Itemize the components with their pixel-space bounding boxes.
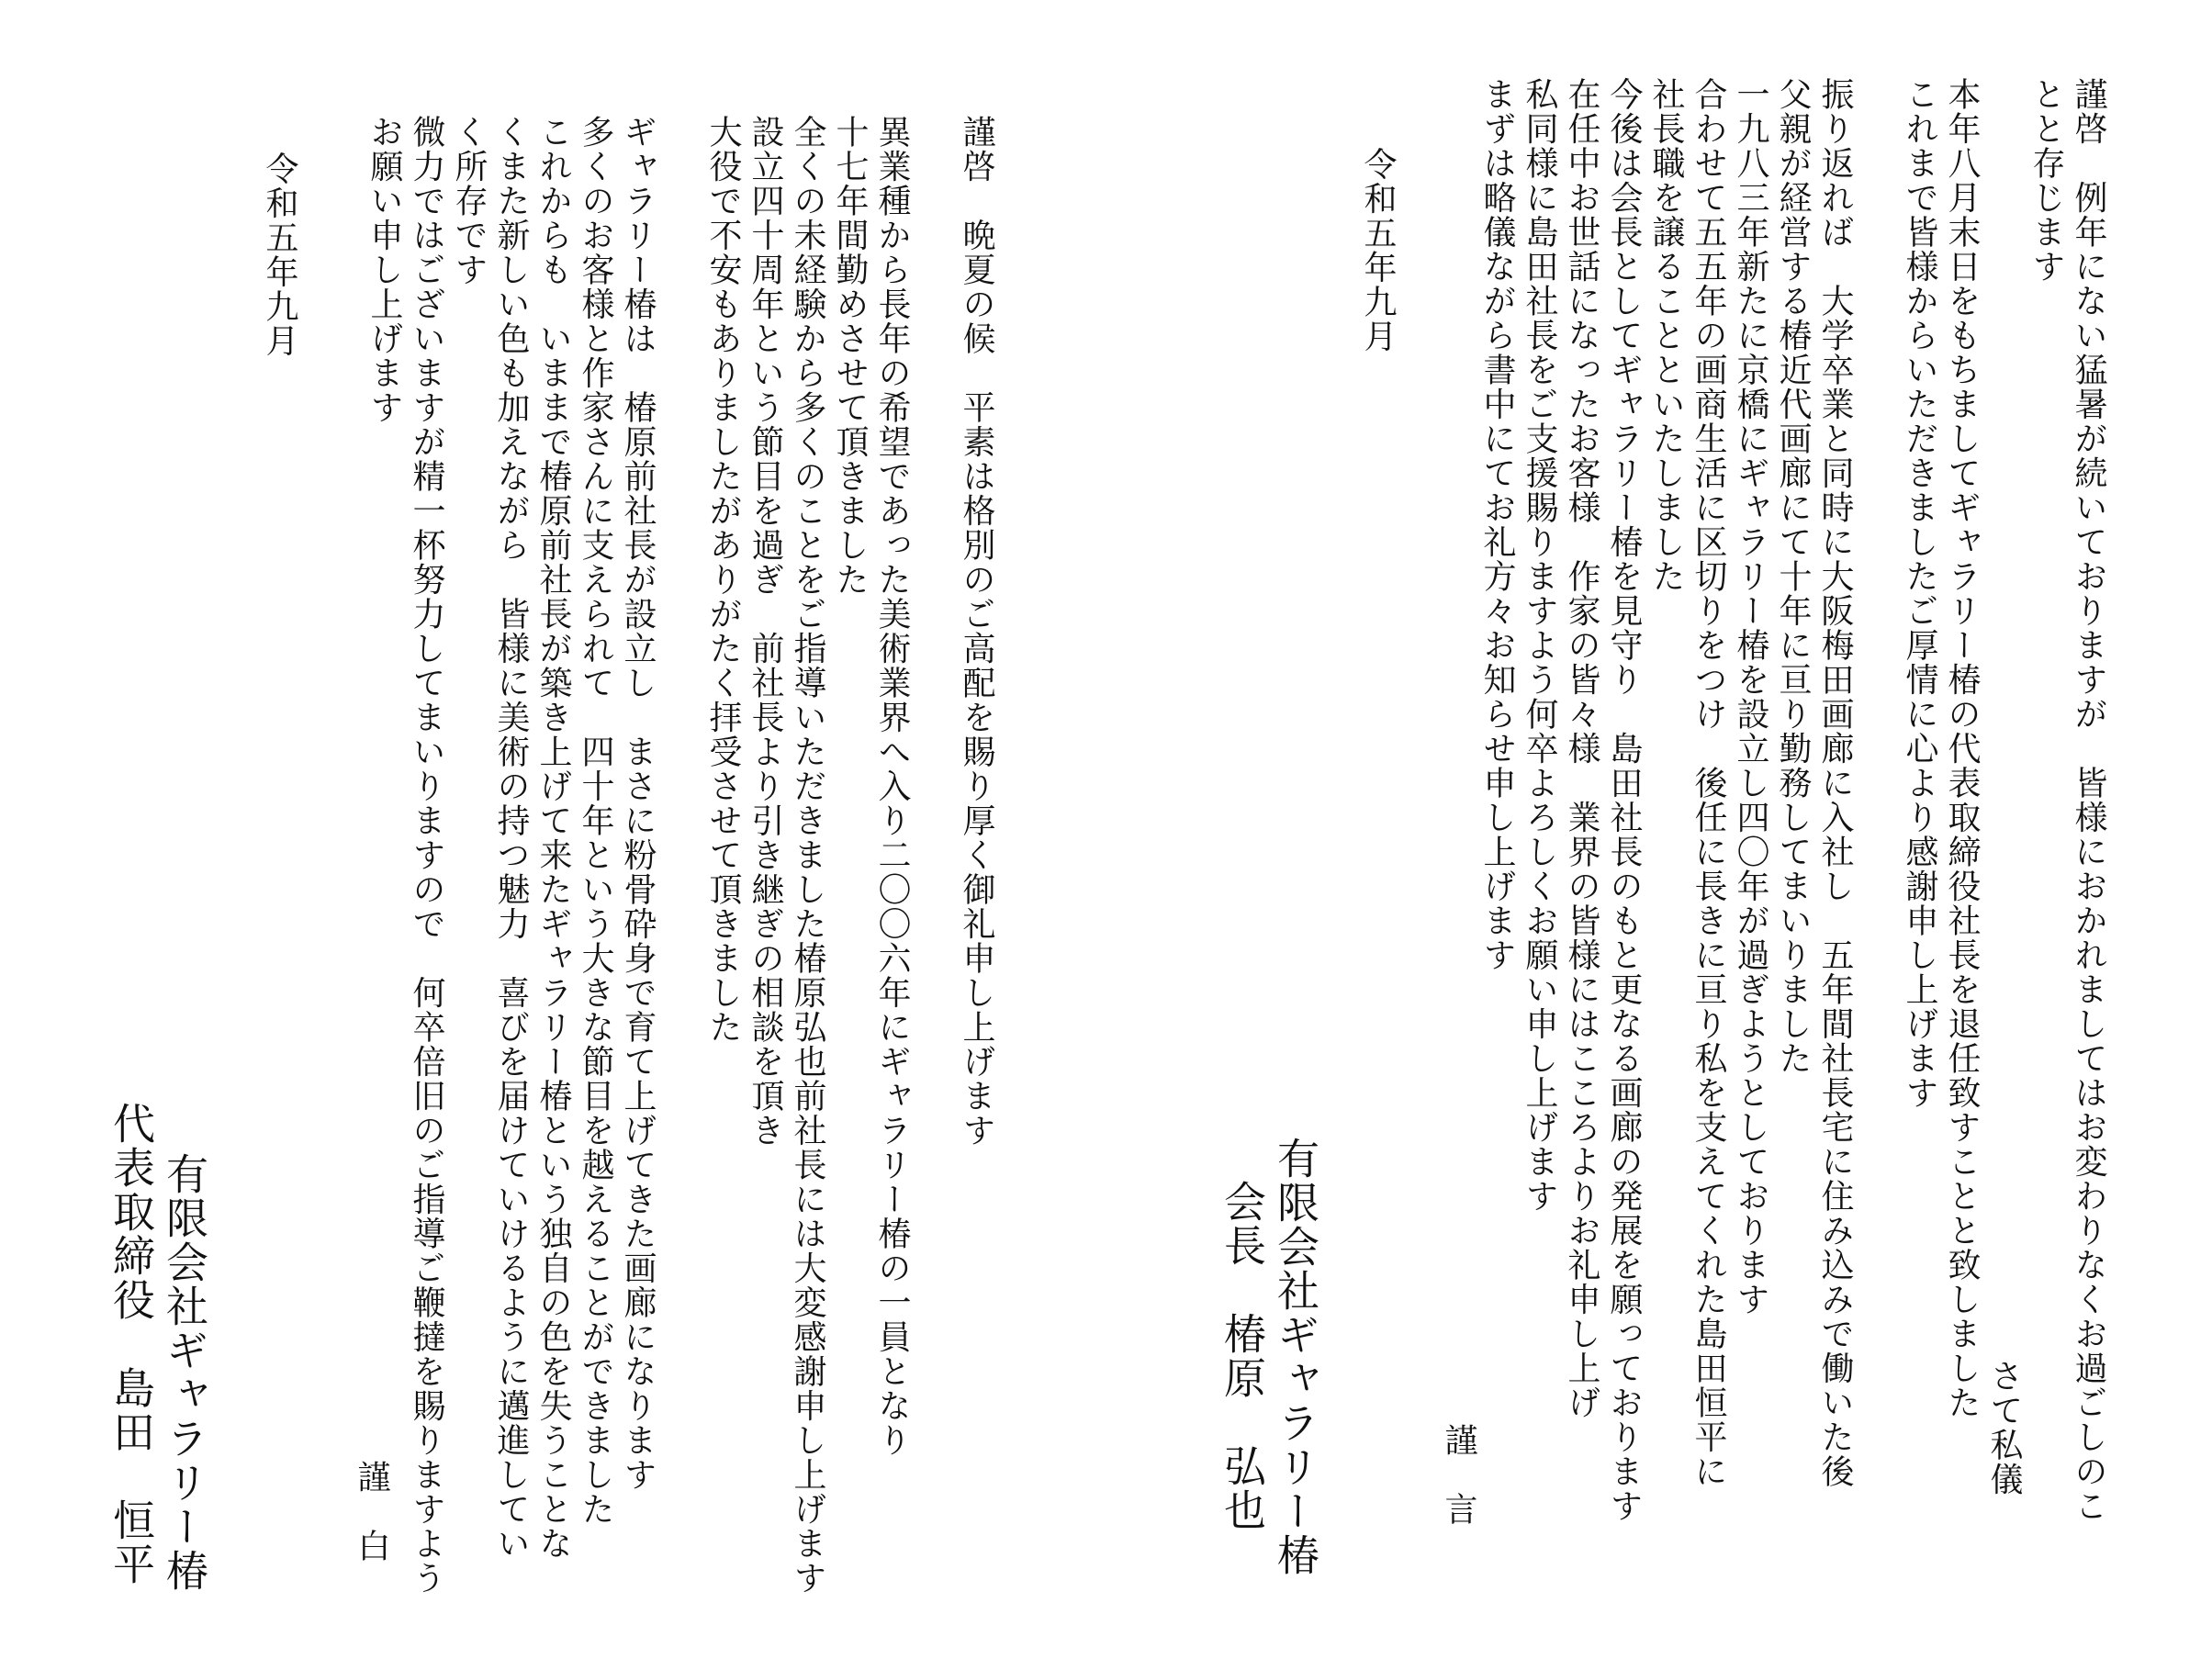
right-letter-signer: 会長 椿原 弘也	[1218, 1180, 1267, 1532]
right-letter-date: 令和五年九月	[1359, 147, 1397, 353]
right-letter-line-5: さて私儀	[1985, 1359, 2023, 1496]
left-letter-closing: 謹 白	[353, 1460, 390, 1564]
right-letter-line-3: 本年八月末日をもちましてギャラリー椿の代表取締役社長を退任致すことと致しました	[1943, 77, 1981, 1420]
right-letter-company: 有限会社ギャラリー椿	[1271, 1137, 1320, 1577]
right-letter-line-7: 父親が経営する椿近代画廊にて十年に亘り勤務してまいりました	[1774, 77, 1812, 1076]
right-letter-line-6: 振り返れば 大学卒業と同時に大阪梅田画廊に入社し 五年間社長宅に住み込みで働いた後	[1816, 77, 1854, 1489]
left-letter-line-2: 異業種から長年の希望であった美術業界へ入り二〇〇六年にギャラリー椿の一員となり	[873, 115, 911, 1458]
right-letter-line-4: これまで皆様からいただきましたご厚情に心より感謝申し上げます	[1901, 77, 1938, 1110]
left-letter-line-9: これからも いままで椿原前社長が築き上げて来たギャラリー椿という独自の色を失うことな	[534, 115, 572, 1561]
right-letter-line-9: 合わせて五五年の画商生活に区切りをつけ 後任に長きに亘り私を支えてくれた島田恒平に	[1690, 77, 1727, 1489]
left-letter-line-11: く所存です	[450, 115, 488, 287]
left-letter-signer: 代表取締役 島田 恒平	[107, 1102, 156, 1586]
left-letter-line-7: ギャラリー椿は 椿原前社長が設立し まさに粉骨砕身で育て上げてきた画廊になります	[619, 115, 657, 1492]
right-letter-line-14: まずは略儀ながら書中にてお礼方々お知らせ申し上げます	[1478, 77, 1516, 972]
left-letter-line-10: くまた新しい色も加えながら 皆様に美術の持つ魅力 喜びを届けていけるように邁進してい	[492, 115, 530, 1561]
right-letter-line-13: 私同様に島田社長をご支援賜りますよう何卒よろしくお願い申し上げます	[1521, 77, 1558, 1214]
right-letter-line-8: 一九八三年新たに京橋にギャラリー椿を設立し四〇年が過ぎようとしております	[1732, 77, 1769, 1317]
left-letter-line-3: 十七年間勤めさせて頂きました	[831, 115, 869, 597]
left-letter-line-6: 大役で不安もありましたがありがたく拝受させて頂きました	[704, 115, 742, 1045]
left-letter-company: 有限会社ギャラリー椿	[160, 1152, 209, 1593]
left-letter-line-8: 多くのお客様と作家さんに支えられて 四十年という大きな節目を越えることができました	[577, 115, 614, 1527]
left-letter-line-1: 謹啓 晩夏の候 平素は格別のご高配を賜り厚く御礼申し上げます	[958, 115, 995, 1148]
left-letter-line-12: 微力ではございますが精一杯努力してまいりますので 何卒倍旧のご指導ご鞭撻を賜りますよう	[408, 115, 445, 1596]
left-letter-line-13: お願い申し上げます	[365, 115, 403, 425]
right-letter-line-12: 在任中お世話になったお客様 作家の皆々様 業界の皆様にはこころよりお礼申し上げ	[1563, 77, 1600, 1420]
left-letter-line-5: 設立四十周年という節目を過ぎ 前社長より引き継ぎの相談を頂き	[747, 115, 784, 1148]
left-letter-date: 令和五年九月	[261, 151, 298, 358]
right-letter-line-11: 今後は会長としてギャラリー椿を見守り 島田社長のもと更なる画廊の発展を願っております	[1605, 77, 1643, 1523]
right-letter-line-2: とと存じます	[2027, 77, 2065, 284]
left-letter-line-4: 全くの未経験から多くのことをご指導いただきました椿原弘也前社長には大変感謝申し上げます	[789, 115, 826, 1596]
right-letter-closing: 謹 言	[1440, 1423, 1477, 1527]
right-letter-line-10: 社長職を譲ることといたしました	[1647, 77, 1685, 594]
right-letter-line-1: 謹啓 例年にない猛暑が続いておりますが 皆様におかれましてはお変わりなくお過ごしのこ	[2070, 77, 2107, 1523]
